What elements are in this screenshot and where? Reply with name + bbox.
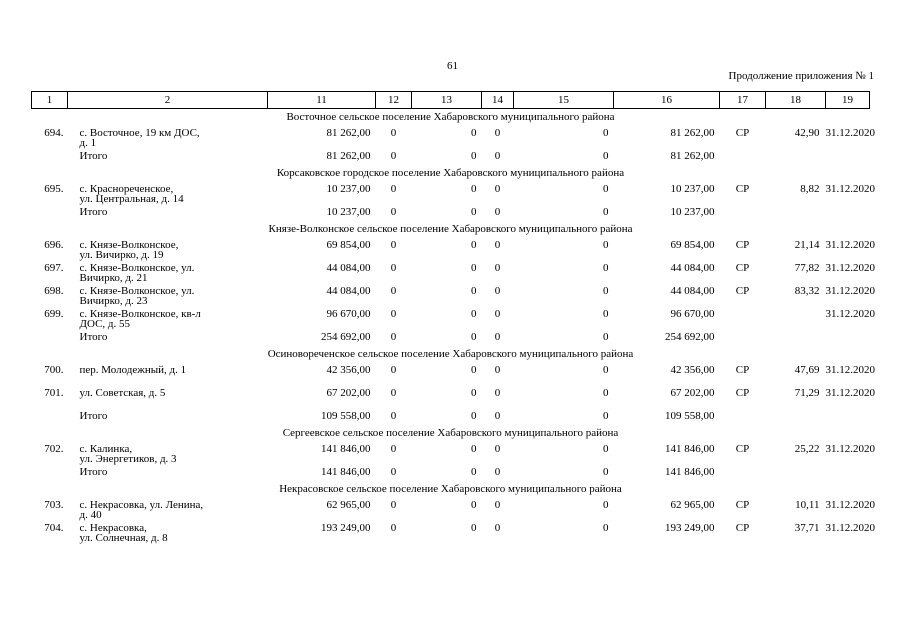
section-title: Корсаковское городское поселение Хабаровского муниципального района [276,167,625,179]
section-row [32,425,870,442]
column-header: 15 [514,92,614,109]
row-number: 704. [44,522,64,534]
value-col-15: 0 [603,308,609,320]
row-number: 698. [44,285,64,297]
value-col-16: 10 237,00 [670,183,715,195]
row-number: 696. [44,239,64,251]
address-line: ул. Вичирко, д. 19 [79,249,164,262]
row-number [32,330,68,346]
value-col-15: 0 [603,150,609,162]
table-row [32,284,870,307]
value-col-19 [826,465,870,481]
row-number: 703. [44,499,64,511]
value-col-12: 0 [390,150,397,162]
value-col-18 [766,465,826,481]
value-col-12: 0 [390,239,397,251]
section-row [32,346,870,363]
value-col-14: 0 [494,262,501,274]
address-cell [68,238,268,261]
address-line: д. 40 [79,509,102,522]
value-col-14: 0 [494,410,501,422]
value-col-19: 31.12.2020 [825,387,875,399]
address-line: с. Князе-Волконское, кв-л [79,308,201,320]
value-col-16: 81 262,00 [670,127,715,139]
value-col-13: 0 [471,443,477,455]
value-col-13: 0 [471,522,477,534]
value-col-16: 42 356,00 [670,364,715,376]
column-header: 1 [32,92,68,109]
section-row [32,481,870,498]
address-cell [68,261,268,284]
address-line: ул. Солнечная, д. 8 [79,532,168,545]
row-number: 697. [44,262,64,274]
address-cell [68,442,268,465]
value-col-14: 0 [494,331,501,343]
value-col-13: 0 [471,239,477,251]
value-col-15: 0 [603,499,609,511]
address-line: пер. Молодежный, д. 1 [79,364,187,376]
address-cell [68,182,268,205]
column-header: 11 [268,92,376,109]
value-col-12: 0 [390,183,397,195]
address-line: ул. Центральная, д. 14 [79,193,184,206]
address-cell [68,521,268,544]
value-col-11: 69 854,00 [326,239,371,251]
table-row [32,126,870,149]
value-col-18: 77,82 [794,262,820,274]
value-col-14: 0 [494,466,501,478]
value-col-17: СР [735,522,750,534]
value-col-12: 0 [390,331,397,343]
value-col-16: 109 558,00 [665,410,715,422]
value-col-16: 62 965,00 [670,499,715,511]
value-col-15: 0 [603,410,609,422]
value-col-18 [766,307,826,330]
value-col-11: 44 084,00 [326,262,371,274]
value-col-11: 67 202,00 [326,387,371,399]
column-header: 17 [720,92,766,109]
value-col-18 [766,205,826,221]
address-cell [68,126,268,149]
value-col-19: 31.12.2020 [825,443,875,455]
address-line: с. Краснореченское, [79,183,174,195]
address-cell [68,363,268,386]
value-col-18: 71,29 [794,387,820,399]
section-row [32,109,870,127]
value-col-16: 67 202,00 [670,387,715,399]
value-col-11: 42 356,00 [326,364,371,376]
address-cell [68,498,268,521]
row-number: 699. [44,308,64,320]
value-col-15: 0 [603,466,609,478]
address-line: с. Восточное, 19 км ДОС, [79,127,200,139]
value-col-18: 21,14 [794,239,820,251]
value-col-16: 141 846,00 [665,466,715,478]
value-col-17 [720,307,766,330]
value-col-11: 44 084,00 [326,285,371,297]
value-col-13: 0 [471,150,477,162]
address-line: ДОС, д. 55 [79,318,131,331]
value-col-19 [826,330,870,346]
value-col-11: 81 262,00 [326,150,371,162]
address-cell [68,307,268,330]
value-col-11: 193 249,00 [321,522,371,534]
value-col-16: 69 854,00 [670,239,715,251]
table-row [32,182,870,205]
total-row [32,149,870,165]
value-col-12: 0 [390,285,397,297]
address-cell [68,386,268,409]
value-col-18 [766,409,826,425]
value-col-14: 0 [494,308,501,320]
value-col-12: 0 [390,410,397,422]
value-col-15: 0 [603,364,609,376]
value-col-12: 0 [390,308,397,320]
address-line: Вичирко, д. 21 [79,272,148,285]
value-col-19 [826,149,870,165]
value-col-17 [720,409,766,425]
value-col-17: СР [735,239,750,251]
value-col-19 [826,409,870,425]
address-cell [68,284,268,307]
value-col-17: СР [735,127,750,139]
value-col-18: 37,71 [794,522,820,534]
column-header: 14 [482,92,514,109]
value-col-13: 0 [471,387,477,399]
table-row [32,498,870,521]
value-col-11: 109 558,00 [321,410,371,422]
value-col-11: 254 692,00 [321,331,371,343]
total-label: Итого [79,331,108,343]
page-number: 61 [447,60,458,72]
value-col-14: 0 [494,239,501,251]
value-col-15: 0 [603,206,609,218]
value-col-13: 0 [471,308,477,320]
value-col-16: 44 084,00 [670,285,715,297]
value-col-18: 25,22 [794,443,820,455]
value-col-17 [720,465,766,481]
value-col-18: 47,69 [794,364,820,376]
column-header: 12 [376,92,412,109]
value-col-15: 0 [603,522,609,534]
table-body [32,109,875,545]
value-col-15: 0 [603,127,609,139]
value-col-13: 0 [471,466,477,478]
value-col-11: 10 237,00 [326,206,371,218]
value-col-17 [720,149,766,165]
value-col-12: 0 [390,206,397,218]
address-line: д. 1 [79,137,97,150]
section-title: Князе-Волконское сельское поселение Хабаровского муниципального района [268,223,633,235]
column-header: 16 [614,92,720,109]
value-col-13: 0 [471,206,477,218]
value-col-13: 0 [471,364,477,376]
section-row [32,221,870,238]
value-col-13: 0 [471,499,477,511]
address-line: с. Некрасовка, ул. Ленина, [79,499,204,511]
value-col-14: 0 [494,364,501,376]
value-col-17: СР [735,183,750,195]
address-line: с. Князе-Волконское, ул. [79,285,195,297]
table-row [32,261,870,284]
value-col-17: СР [735,387,750,399]
value-col-19: 31.12.2020 [825,499,875,511]
total-row [32,205,870,221]
table-row [32,307,870,330]
value-col-14: 0 [494,387,501,399]
table-row [32,442,870,465]
value-col-19: 31.12.2020 [825,285,875,297]
value-col-19 [826,205,870,221]
address-line: с. Некрасовка, [79,522,147,534]
value-col-19: 31.12.2020 [825,308,875,320]
value-col-17: СР [735,262,750,274]
value-col-16: 254 692,00 [665,331,715,343]
value-col-13: 0 [471,183,477,195]
value-col-17 [720,205,766,221]
value-col-16: 193 249,00 [665,522,715,534]
value-col-17 [720,330,766,346]
value-col-13: 0 [471,262,477,274]
value-col-17: СР [735,499,750,511]
address-line: с. Князе-Волконское, ул. [79,262,195,274]
value-col-15: 0 [603,285,609,297]
value-col-11: 96 670,00 [326,308,371,320]
total-label: Итого [79,206,108,218]
total-label: Итого [79,150,108,162]
value-col-14: 0 [494,285,501,297]
register-table [31,91,875,545]
value-col-17: СР [735,364,750,376]
column-header: 19 [826,92,870,109]
value-col-12: 0 [390,127,397,139]
value-col-12: 0 [390,364,397,376]
row-number [32,149,68,165]
value-col-11: 141 846,00 [321,443,371,455]
row-number [32,409,68,425]
row-number: 702. [44,443,64,455]
section-row [32,165,870,182]
value-col-12: 0 [390,499,397,511]
value-col-15: 0 [603,239,609,251]
value-col-11: 62 965,00 [326,499,371,511]
value-col-15: 0 [603,331,609,343]
column-header: 18 [766,92,826,109]
value-col-19: 31.12.2020 [825,262,875,274]
value-col-16: 44 084,00 [670,262,715,274]
value-col-19: 31.12.2020 [825,522,875,534]
value-col-14: 0 [494,522,501,534]
value-col-12: 0 [390,522,397,534]
value-col-16: 10 237,00 [670,206,715,218]
table-row [32,521,870,544]
column-header: 13 [412,92,482,109]
value-col-13: 0 [471,127,477,139]
row-number [32,465,68,481]
value-col-14: 0 [494,443,501,455]
value-col-11: 81 262,00 [326,127,371,139]
column-header: 2 [68,92,268,109]
value-col-19: 31.12.2020 [825,364,875,376]
value-col-19: 31.12.2020 [825,239,875,251]
value-col-19: 31.12.2020 [825,183,875,195]
value-col-14: 0 [494,206,501,218]
value-col-14: 0 [494,183,501,195]
total-label: Итого [79,410,108,422]
value-col-13: 0 [471,331,477,343]
table-row [32,386,870,409]
header-row [32,92,870,109]
value-col-12: 0 [390,262,397,274]
row-number: 700. [44,364,64,376]
value-col-12: 0 [390,443,397,455]
value-col-15: 0 [603,262,609,274]
address-line: Вичирко, д. 23 [79,295,148,308]
value-col-18: 10,11 [795,499,820,511]
value-col-13: 0 [471,285,477,297]
row-number: 695. [44,183,64,195]
table-row [32,238,870,261]
total-row [32,465,870,481]
value-col-13: 0 [471,410,477,422]
value-col-18: 83,32 [794,285,820,297]
value-col-15: 0 [603,183,609,195]
value-col-18 [766,330,826,346]
value-col-12: 0 [390,387,397,399]
value-col-11: 10 237,00 [326,183,371,195]
value-col-14: 0 [494,499,501,511]
address-line: с. Калинка, [79,443,133,455]
section-title: Некрасовское сельское поселение Хабаровского муниципального района [279,483,622,495]
value-col-18: 42,90 [794,127,820,139]
table-row [32,363,870,386]
section-title: Осиновореченское сельское поселение Хабаровского муниципального района [267,348,634,360]
row-number [32,205,68,221]
value-col-16: 141 846,00 [665,443,715,455]
value-col-12: 0 [390,466,397,478]
row-number: 694. [44,127,64,139]
address-line: с. Князе-Волконское, [79,239,179,251]
section-title: Восточное сельское поселение Хабаровского муниципального района [286,111,615,123]
continuation-label: Продолжение приложения № 1 [728,70,874,82]
value-col-18 [766,149,826,165]
total-row [32,330,870,346]
value-col-17: СР [735,285,750,297]
section-title: Сергеевское сельское поселение Хабаровского муниципального района [282,427,619,439]
value-col-16: 96 670,00 [670,308,715,320]
address-line: ул. Советская, д. 5 [79,387,166,399]
value-col-14: 0 [494,127,501,139]
value-col-14: 0 [494,150,501,162]
value-col-16: 81 262,00 [670,150,715,162]
row-number: 701. [44,387,64,399]
value-col-15: 0 [603,387,609,399]
value-col-19: 31.12.2020 [825,127,875,139]
value-col-18: 8,82 [800,183,820,195]
value-col-11: 141 846,00 [321,466,371,478]
value-col-15: 0 [603,443,609,455]
value-col-17: СР [735,443,750,455]
total-label: Итого [79,466,108,478]
address-line: ул. Энергетиков, д. 3 [79,453,177,466]
total-row [32,409,870,425]
